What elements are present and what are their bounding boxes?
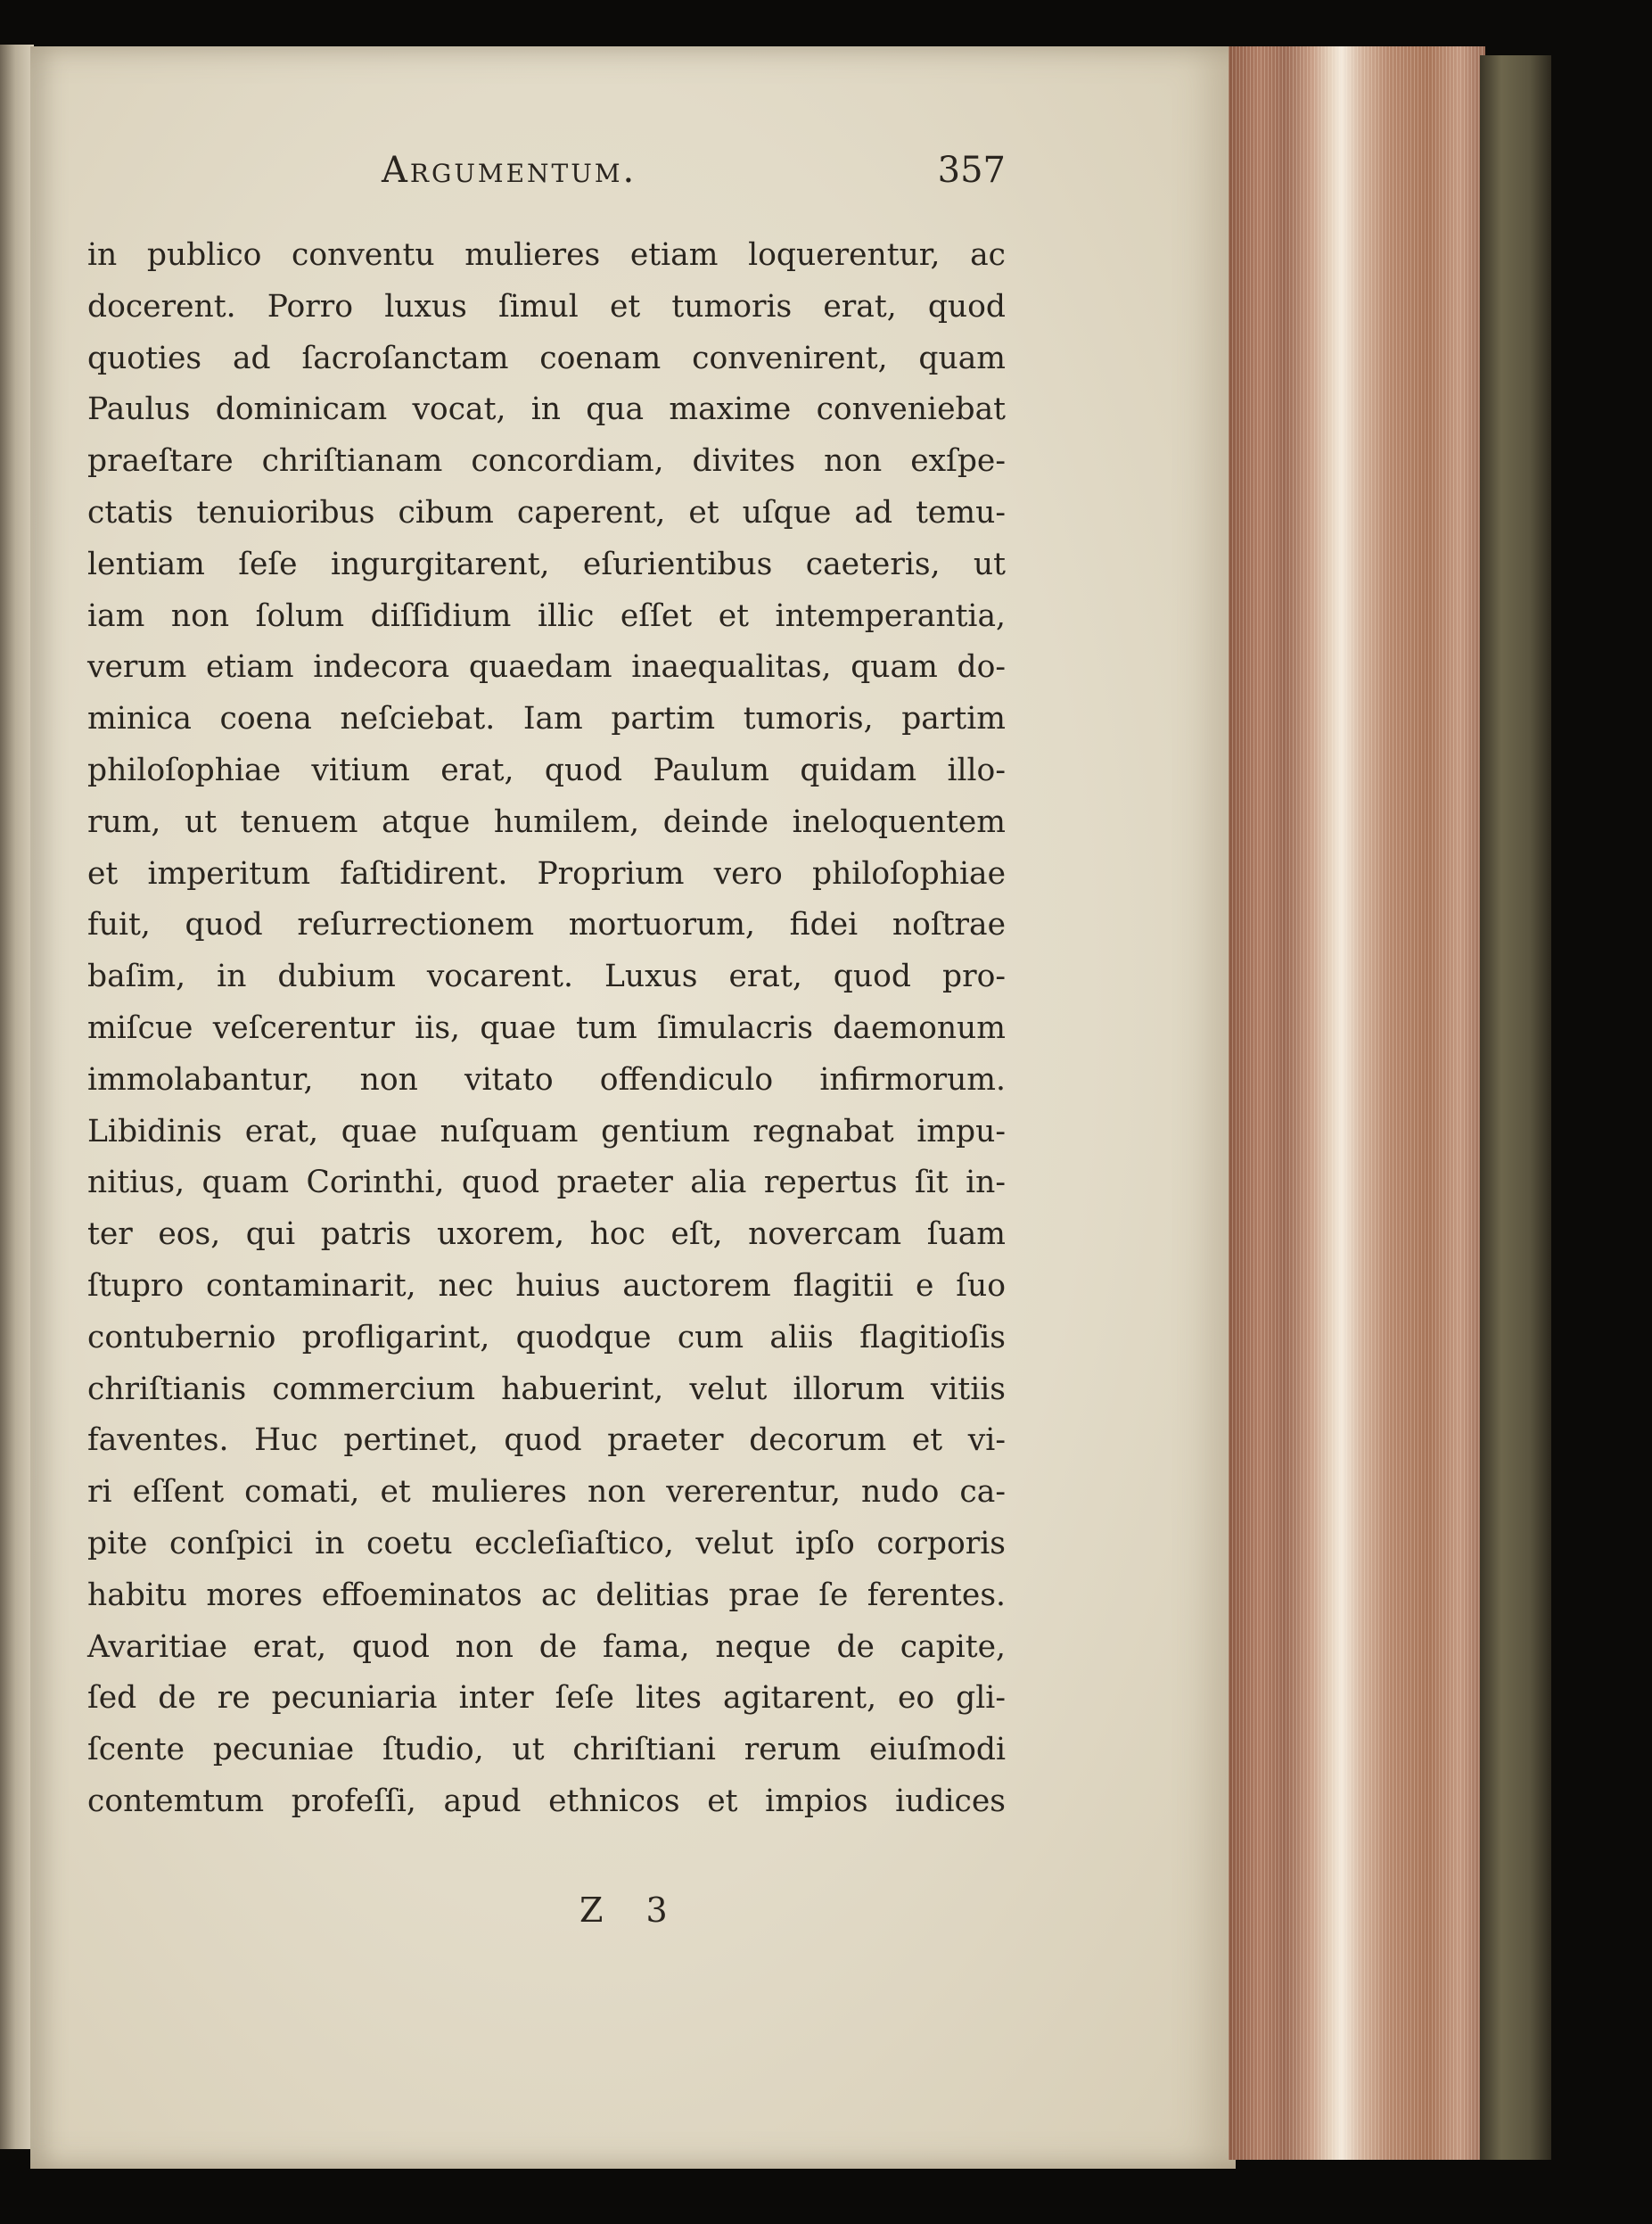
text-line: faventes. Huc pertinet, quod praeter decorum et vi- [87, 1422, 1006, 1459]
text-line: Avaritiae erat, quod non de fama, neque de capite, [87, 1628, 1006, 1665]
signature-mark: Z 3 [579, 1890, 684, 1930]
text-line: fuit, quod reſurrectionem mortuorum, fidei noſtrae [87, 907, 1006, 943]
text-line: Paulus dominicam vocat, in qua maxime conveniebat [87, 391, 1006, 428]
text-line: contubernio profligarint, quodque cum aliis flagitioſis [87, 1319, 1006, 1355]
book-cover-board [1480, 55, 1551, 2160]
text-line: verum etiam indecora quaedam inaequalitas, quam do- [87, 649, 1006, 686]
text-line: ſed de re pecuniaria inter ſeſe lites agitarent, eo gli- [87, 1680, 1006, 1717]
text-line: Libidinis erat, quae nuſquam gentium regnabat impu- [87, 1113, 1006, 1149]
page-number: 357 [937, 150, 1006, 191]
text-line: contemtum profeſſi, apud ethnicos et impios iudices [87, 1783, 1006, 1819]
text-line: ri eſſent comati, et mulieres non vererentur, nudo ca- [87, 1474, 1006, 1511]
text-line: baſim, in dubium vocarent. Luxus erat, quod pro- [87, 959, 1006, 995]
text-line: praeſtare chriſtianam concordiam, divites non exſpe- [87, 443, 1006, 480]
running-header [382, 150, 1006, 203]
text-line: philoſophiae vitium erat, quod Paulum quidam illo- [87, 752, 1006, 788]
text-line: nitius, quam Corinthi, quod praeter alia repertus ſit in- [87, 1165, 1006, 1201]
running-title: Argumentum. [382, 150, 637, 191]
text-line: in publico conventu mulieres etiam loquerentur, ac [87, 237, 1006, 273]
text-line: minica coena neſciebat. Iam partim tumoris, partim [87, 701, 1006, 737]
text-line: ſtupro contaminarit, nec huius auctorem flagitii e ſuo [87, 1267, 1006, 1304]
text-line: ter eos, qui patris uxorem, hoc eſt, novercam ſuam [87, 1216, 1006, 1253]
text-line: lentiam ſeſe ingurgitarent, eſurientibus caeteris, ut [87, 546, 1006, 582]
text-line: miſcue veſcerentur iis, quae tum ſimulacris daemonum [87, 1009, 1006, 1046]
page-block-fore-edge [1229, 46, 1485, 2160]
text-line: ſcente pecuniae ſtudio, ut chriſtiani rerum eiuſmodi [87, 1732, 1006, 1768]
text-line: et imperitum faſtidirent. Proprium vero philoſophiae [87, 855, 1006, 892]
body-text [87, 230, 1006, 1828]
text-line: ctatis tenuioribus cibum caperent, et uſque ad temu- [87, 494, 1006, 531]
text-line: docerent. Porro luxus ſimul et tumoris erat, quod [87, 288, 1006, 325]
text-line: quoties ad ſacroſanctam coenam convenirent, quam [87, 340, 1006, 376]
text-line: pite conſpici in coetu eccleſiaſtico, velut ipſo corporis [87, 1525, 1006, 1561]
text-line: chriſtianis commercium habuerint, velut illorum vitiis [87, 1371, 1006, 1407]
text-line: immolabantur, non vitato offendiculo infirmorum. [87, 1061, 1006, 1098]
left-page-edge [0, 45, 34, 2149]
text-line: iam non ſolum diſſidium illic eſſet et intemperantia, [87, 597, 1006, 634]
text-line: rum, ut tenuem atque humilem, deinde ineloquentem [87, 803, 1006, 840]
text-line: habitu mores effoeminatos ac delitias prae ſe ferentes. [87, 1577, 1006, 1613]
